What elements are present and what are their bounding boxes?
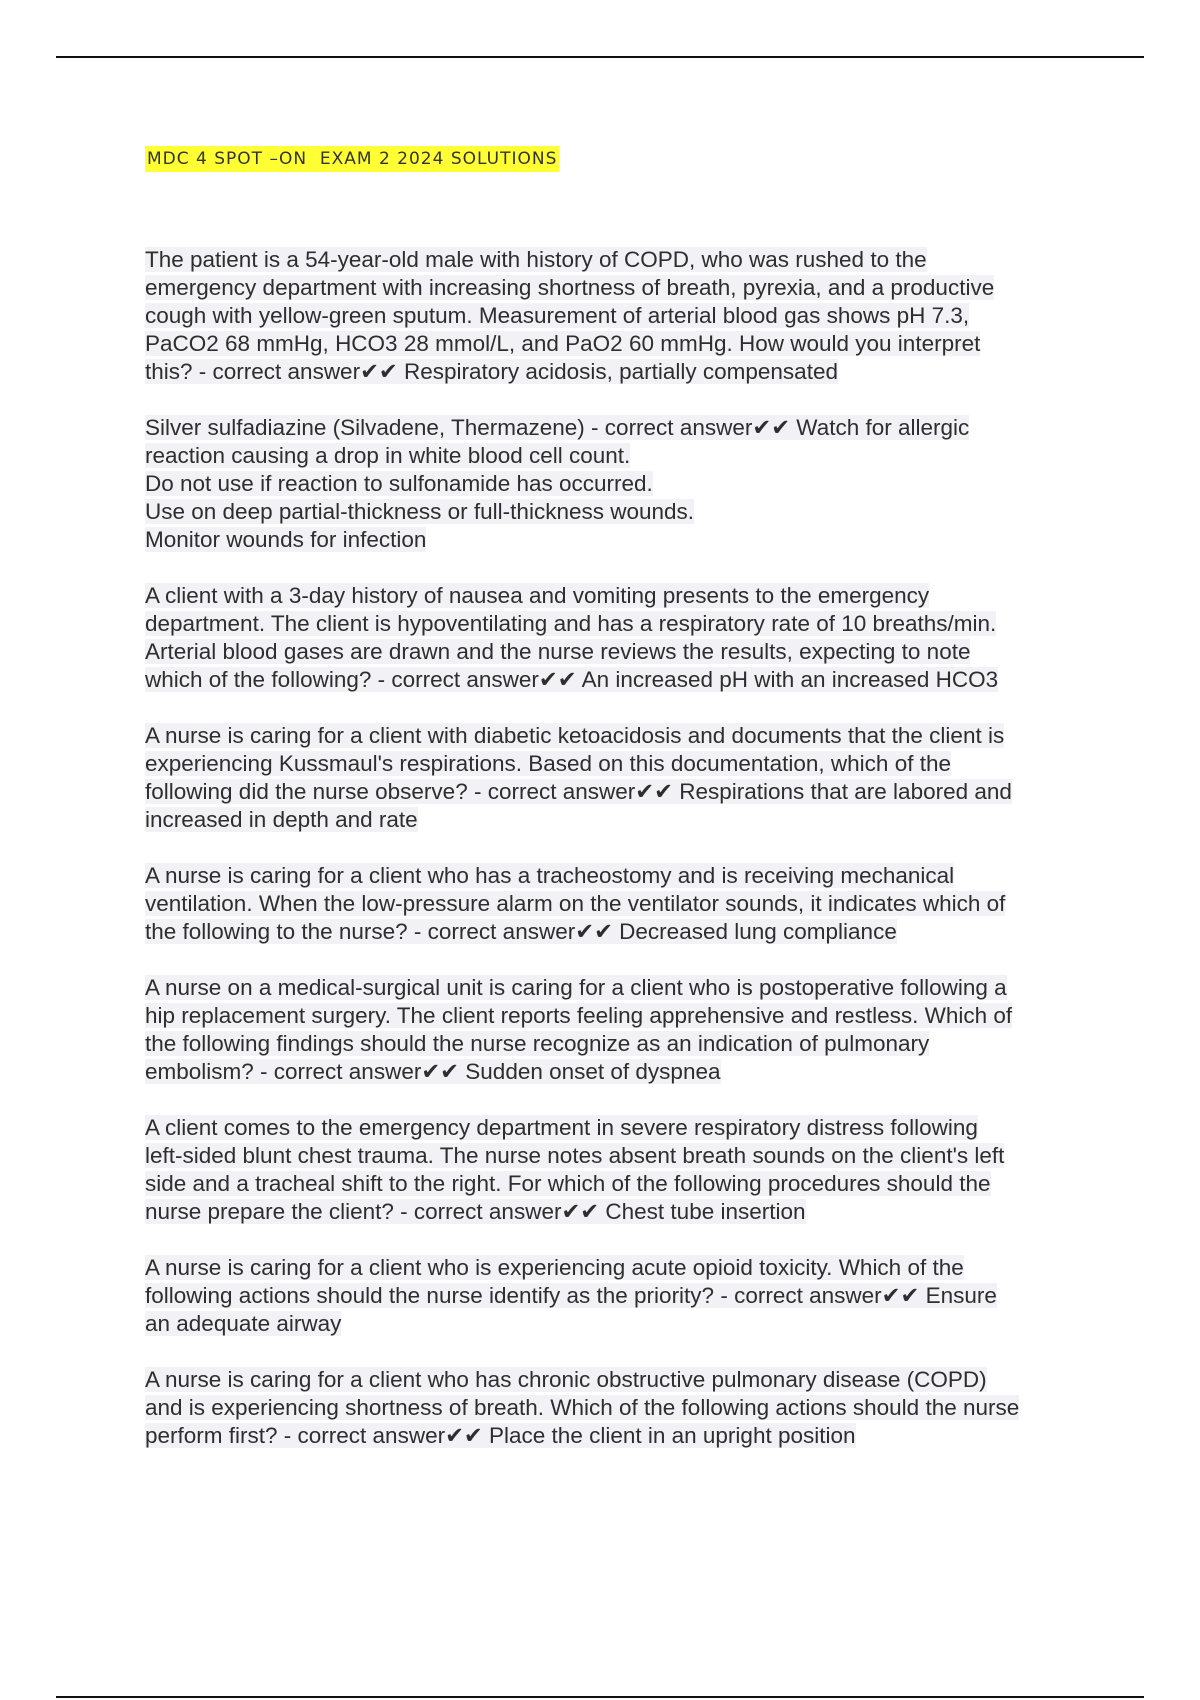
qa-line-text: an adequate airway [145, 1311, 342, 1336]
qa-line-text: The patient is a 54-year-old male with history of COPD, who was rushed to the [145, 247, 927, 272]
qa-line [145, 246, 1095, 274]
qa-line-text: which of the following? - correct answer✔✔ An increased pH with an increased HCO3 [145, 667, 999, 692]
qa-line [145, 274, 1095, 302]
qa-line-text: A nurse on a medical-surgical unit is caring for a client who is postoperative following a [145, 975, 1007, 1000]
qa-line [145, 666, 1095, 694]
qa-line-text: Use on deep partial-thickness or full-thickness wounds. [145, 499, 695, 524]
qa-line [145, 414, 1095, 442]
qa-line-text: department. The client is hypoventilating and has a respiratory rate of 10 breaths/min. [145, 611, 997, 636]
qa-line [145, 1394, 1095, 1422]
qa-item [145, 862, 1095, 946]
qa-line [145, 610, 1095, 638]
qa-item [145, 1114, 1095, 1226]
qa-line [145, 890, 1095, 918]
qa-line [145, 1114, 1095, 1142]
qa-line-text: embolism? - correct answer✔✔ Sudden onset of dyspnea [145, 1059, 721, 1084]
qa-line-text: Arterial blood gases are drawn and the nurse reviews the results, expecting to note [145, 639, 971, 664]
qa-line [145, 1366, 1095, 1394]
top-rule [56, 56, 1144, 58]
qa-line [145, 1002, 1095, 1030]
qa-line [145, 638, 1095, 666]
qa-line-text: following actions should the nurse identify as the priority? - correct answer✔✔ Ensure [145, 1283, 997, 1308]
qa-line [145, 1030, 1095, 1058]
qa-line [145, 918, 1095, 946]
qa-line-text: increased in depth and rate [145, 807, 418, 832]
qa-line-text: Silver sulfadiazine (Silvadene, Thermazene) - correct answer✔✔ Watch for allergic [145, 415, 970, 440]
document-body [145, 246, 1095, 1478]
qa-line-text: side and a tracheal shift to the right. For which of the following procedures should the [145, 1171, 991, 1196]
qa-line [145, 722, 1095, 750]
qa-item [145, 722, 1095, 834]
qa-line-text: ventilation. When the low-pressure alarm on the ventilator sounds, it indicates which of [145, 891, 1006, 916]
qa-line [145, 330, 1095, 358]
qa-line-text: PaCO2 68 mmHg, HCO3 28 mmol/L, and PaO2 60 mmHg. How would you interpret [145, 331, 981, 356]
qa-line [145, 974, 1095, 1002]
qa-line-text: Monitor wounds for infection [145, 527, 427, 552]
qa-line [145, 1170, 1095, 1198]
qa-line [145, 498, 1095, 526]
qa-item [145, 582, 1095, 694]
qa-line-text: A nurse is caring for a client who has chronic obstructive pulmonary disease (COPD) [145, 1367, 987, 1392]
qa-line [145, 470, 1095, 498]
qa-line [145, 806, 1095, 834]
qa-line-text: left-sided blunt chest trauma. The nurse notes absent breath sounds on the client's left [145, 1143, 1005, 1168]
qa-line-text: nurse prepare the client? - correct answer✔✔ Chest tube insertion [145, 1199, 806, 1224]
qa-line-text: perform first? - correct answer✔✔ Place the client in an upright position [145, 1423, 856, 1448]
qa-item [145, 246, 1095, 386]
qa-line-text: A client comes to the emergency department in severe respiratory distress following [145, 1115, 978, 1140]
qa-line-text: emergency department with increasing shortness of breath, pyrexia, and a productive [145, 275, 995, 300]
qa-line-text: cough with yellow-green sputum. Measurement of arterial blood gas shows pH 7.3, [145, 303, 970, 328]
qa-line [145, 1198, 1095, 1226]
qa-item [145, 974, 1095, 1086]
qa-line-text: Do not use if reaction to sulfonamide has occurred. [145, 471, 653, 496]
bottom-rule [56, 1696, 1144, 1698]
qa-item [145, 414, 1095, 554]
qa-line [145, 778, 1095, 806]
qa-line [145, 862, 1095, 890]
qa-line [145, 1142, 1095, 1170]
qa-line [145, 442, 1095, 470]
qa-line-text: and is experiencing shortness of breath. Which of the following actions should the nurse [145, 1395, 1020, 1420]
qa-line [145, 1310, 1095, 1338]
qa-line-text: A client with a 3-day history of nausea and vomiting presents to the emergency [145, 583, 930, 608]
qa-line-text: the following to the nurse? - correct answer✔✔ Decreased lung compliance [145, 919, 897, 944]
qa-line [145, 582, 1095, 610]
qa-line-text: A nurse is caring for a client with diabetic ketoacidosis and documents that the client is [145, 723, 1005, 748]
qa-line [145, 358, 1095, 386]
qa-item [145, 1366, 1095, 1450]
qa-line [145, 1058, 1095, 1086]
qa-line-text: reaction causing a drop in white blood cell count. [145, 443, 631, 468]
qa-line [145, 526, 1095, 554]
qa-line [145, 1422, 1095, 1450]
qa-line [145, 302, 1095, 330]
qa-item [145, 1254, 1095, 1338]
document-title: MDC 4 SPOT –ON EXAM 2 2024 SOLUTIONS [145, 146, 559, 172]
qa-line [145, 1282, 1095, 1310]
title-container [145, 146, 559, 172]
qa-line-text: following did the nurse observe? - correct answer✔✔ Respirations that are labored and [145, 779, 1012, 804]
qa-line-text: experiencing Kussmaul's respirations. Based on this documentation, which of the [145, 751, 951, 776]
qa-line-text: hip replacement surgery. The client reports feeling apprehensive and restless. Which of [145, 1003, 1013, 1028]
qa-line-text: this? - correct answer✔✔ Respiratory acidosis, partially compensated [145, 359, 838, 384]
qa-line [145, 750, 1095, 778]
qa-line-text: the following findings should the nurse recognize as an indication of pulmonary [145, 1031, 930, 1056]
qa-line-text: A nurse is caring for a client who is experiencing acute opioid toxicity. Which of the [145, 1255, 964, 1280]
qa-line-text: A nurse is caring for a client who has a tracheostomy and is receiving mechanical [145, 863, 955, 888]
qa-line [145, 1254, 1095, 1282]
